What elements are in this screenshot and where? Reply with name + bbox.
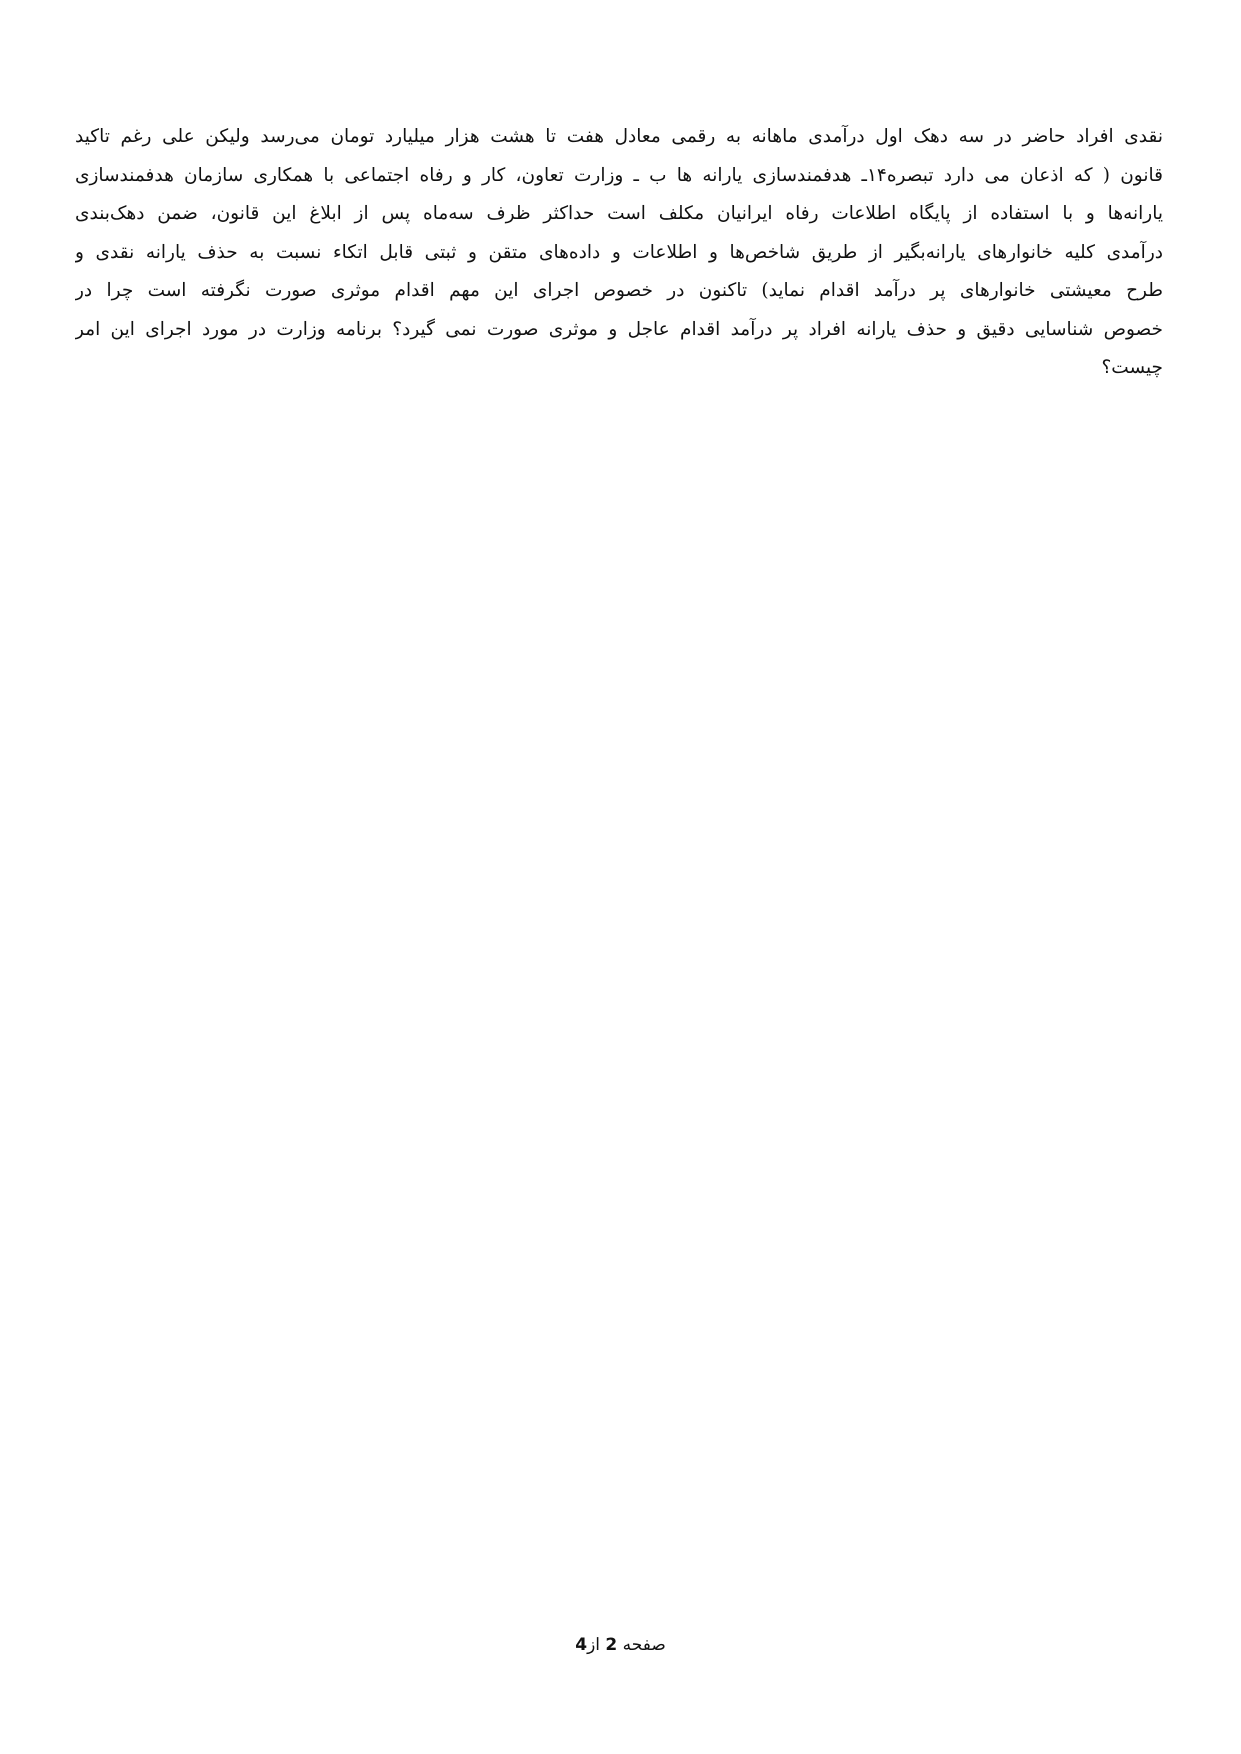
- text-line: نقدی افراد حاضر در سه دهک اول درآمدی ماهانه به رقمی معادل هفت تا هشت هزار میلیارد تومان می‌رسد ولیکن علی رغم تاکید: [75, 126, 1163, 147]
- text-line: یارانه‌ها و با استفاده از پایگاه اطلاعات رفاه ایرانیان مکلف است حداکثر ظرف سه‌ماه پس از ابلاغ این قانون، ضمن دهک‌بندی: [75, 203, 1163, 224]
- current-page-number: 2: [605, 1635, 618, 1655]
- body-paragraph: [75, 118, 1163, 388]
- text-line: خصوص شناسایی دقیق و حذف یارانه افراد پر درآمد اقدام عاجل و موثری صورت نمی گیرد؟ برنامه وزارت در مورد اجرای این امر: [75, 318, 1163, 340]
- page-word: صفحه: [622, 1635, 666, 1655]
- of-word: از: [587, 1635, 600, 1655]
- page-footer: [0, 1633, 1241, 1657]
- text-line: طرح معیشتی خانوارهای پر درآمد اقدام نماید) تاکنون در خصوص اجرای این مهم اقدام موثری صورت نگرفته است چرا در: [75, 280, 1163, 301]
- text-line: چیست؟: [1101, 357, 1163, 378]
- text-line: قانون ( که اذعان می دارد تبصره۱۴ـ هدفمندسازی یارانه ها ب ـ وزارت تعاون، کار و رفاه اجتماعی با همکاری سازمان هدفمندسازی: [75, 164, 1163, 186]
- total-pages-number: 4: [575, 1635, 588, 1655]
- text-line: درآمدی کلیه خانوارهای یارانه‌بگیر از طریق شاخص‌ها و اطلاعات و داده‌های متقن و ثبتی قابل اتکاء نسبت به حذف یارانه نقدی و: [75, 241, 1163, 263]
